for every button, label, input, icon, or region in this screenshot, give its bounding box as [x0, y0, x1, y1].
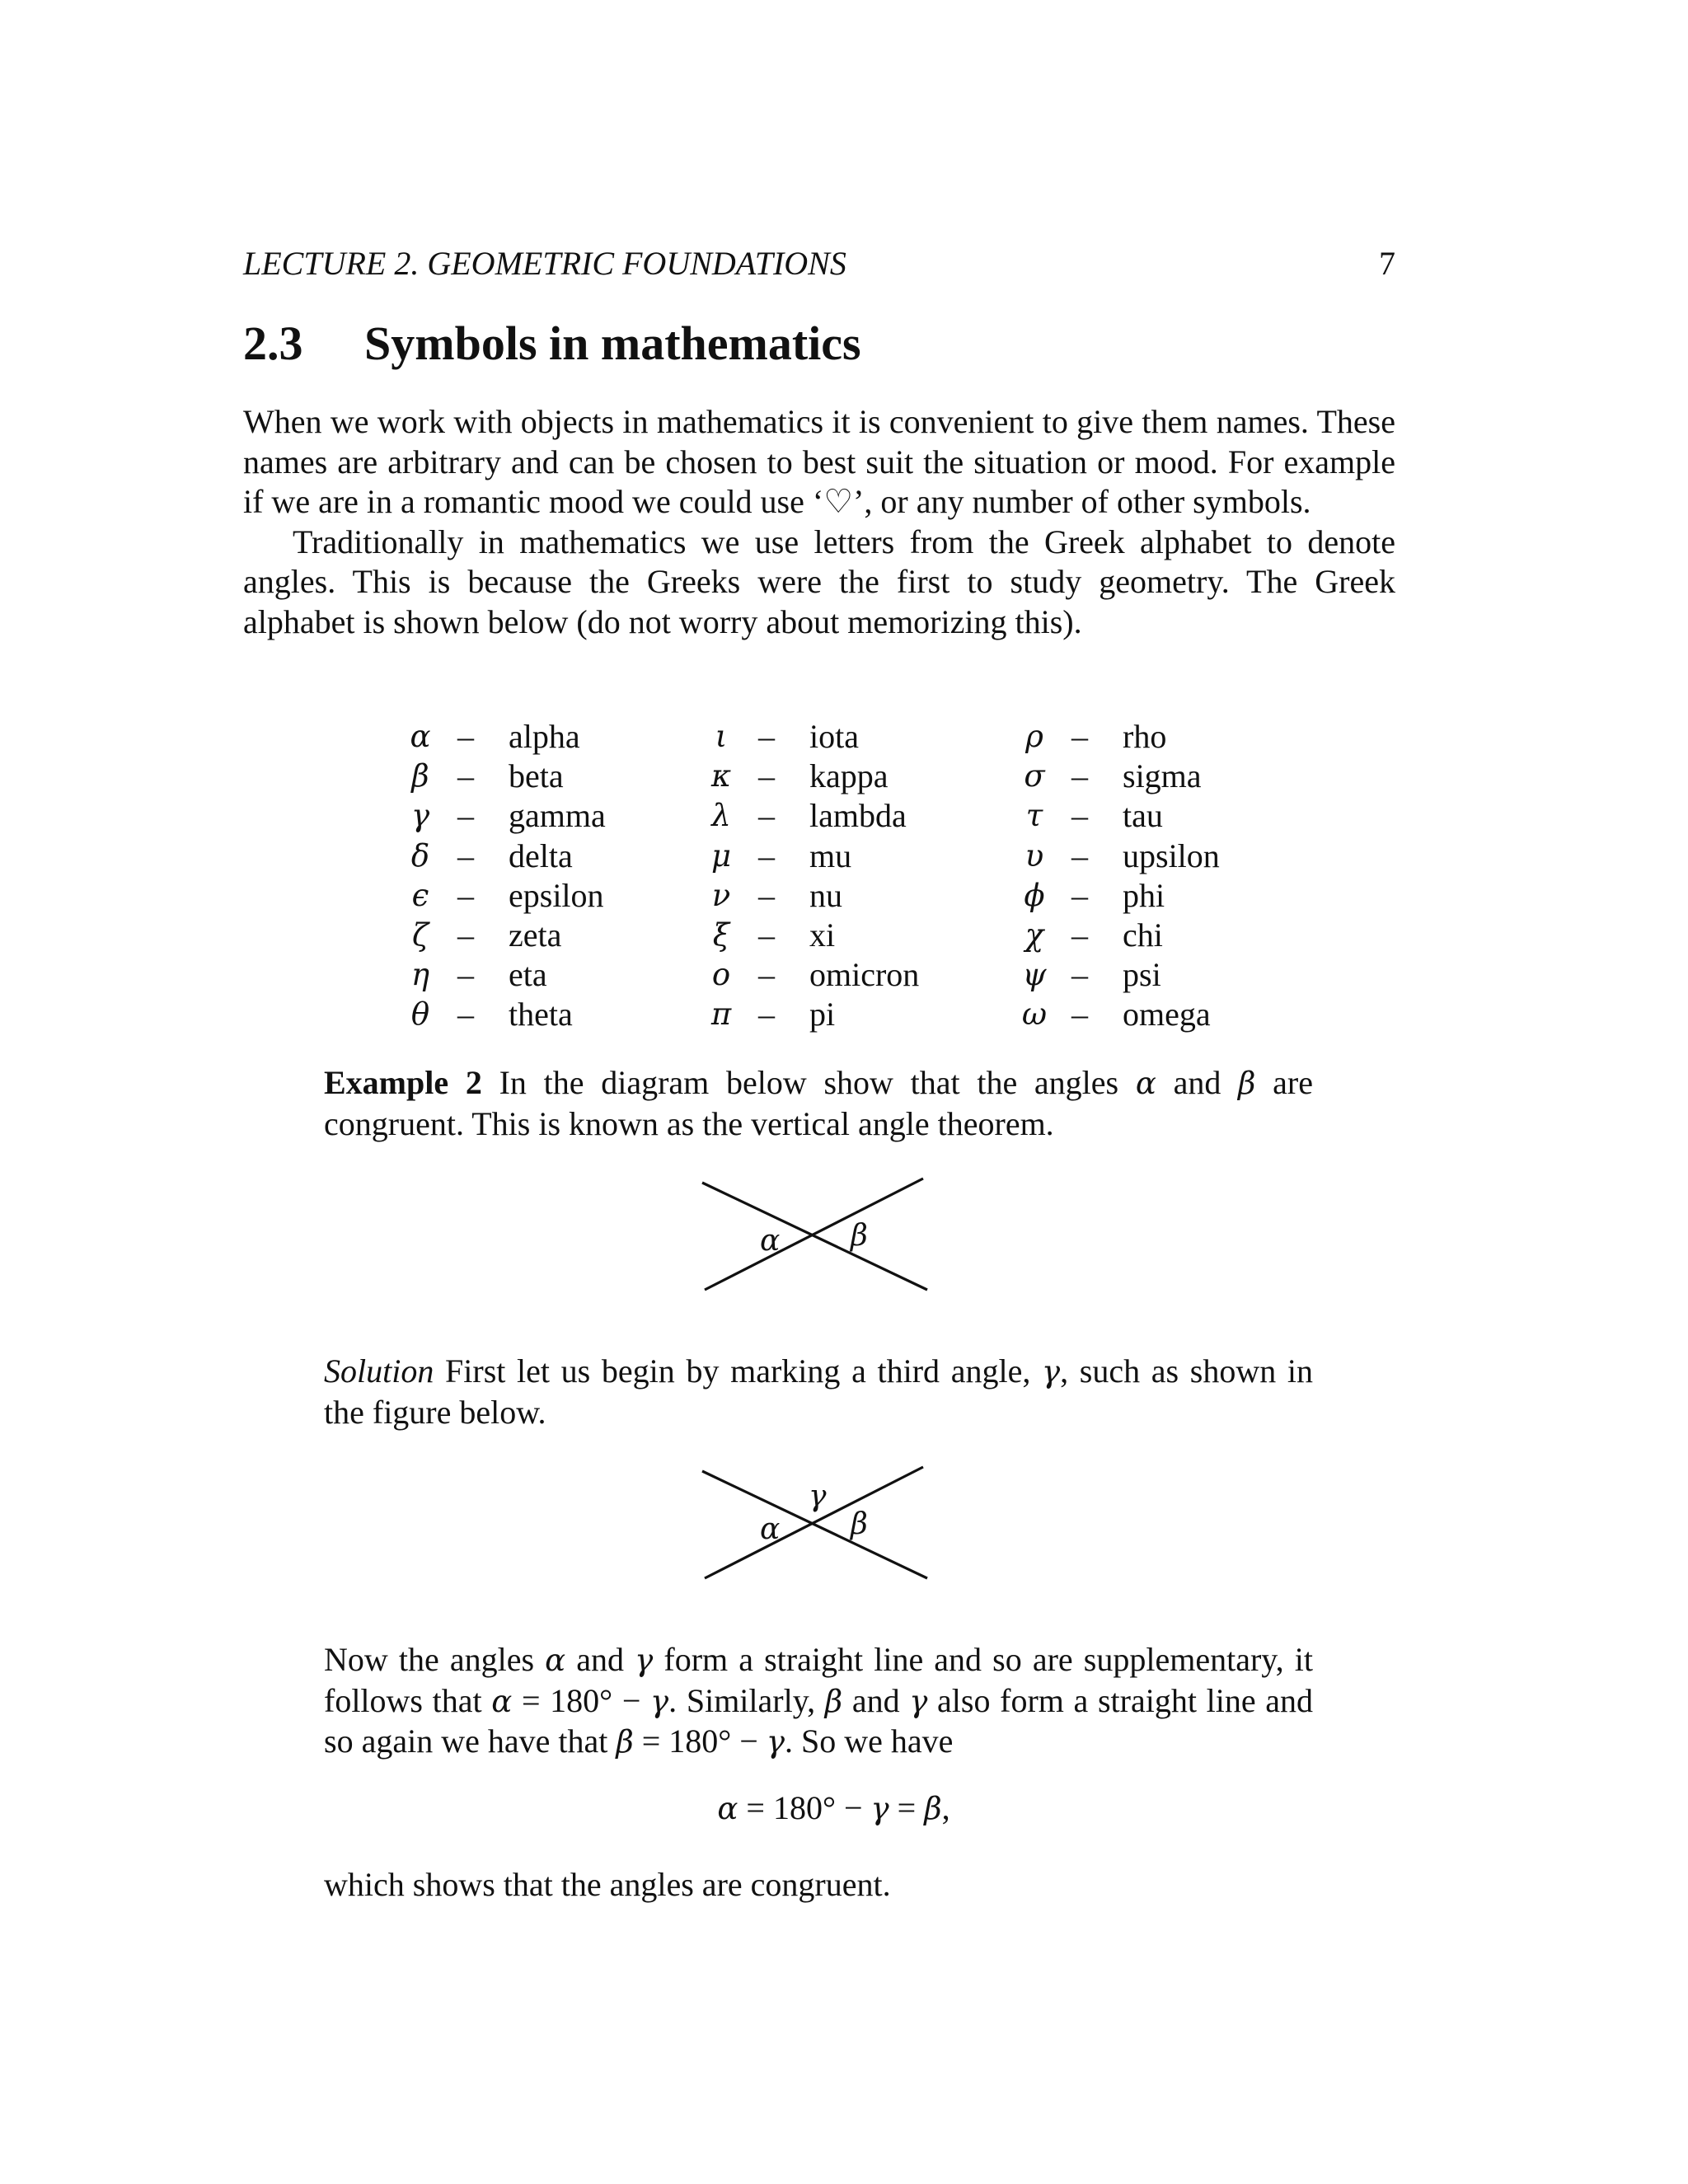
intro-paragraph: When we work with objects in mathematics it is convenient to give them names. These names are arbitrary and can be chosen to best suit the situation or mood. For example if we are in a romantic mood we could use ‘♡’, or any number of other symbols.: [243, 403, 1395, 520]
alpha-label: α: [760, 1512, 781, 1546]
greek-name: alpha: [509, 718, 580, 755]
greek-letter-row: [387, 995, 717, 1034]
gamma-symbol: γ: [1042, 1354, 1061, 1390]
argument-text: Now the angles: [324, 1641, 546, 1678]
greek-symbol: γ: [410, 798, 430, 834]
beta-symbol: β: [1238, 1066, 1256, 1101]
vertical-angles-diagram-with-gamma: [701, 1463, 931, 1586]
argument-text: . Similarly,: [668, 1681, 825, 1719]
display-equation: [0, 1788, 1688, 1829]
greek-name: delta: [509, 837, 573, 874]
equation-text: ,: [941, 1789, 950, 1826]
gamma-symbol: γ: [650, 1683, 669, 1719]
section-number: 2.3: [243, 316, 303, 370]
greek-name: xi: [809, 916, 836, 954]
greek-letter-row: [387, 837, 717, 876]
argument-text: form a straight line and so are supplementary, it follows that: [324, 1641, 1314, 1719]
greek-separator: –: [457, 876, 474, 914]
greek-name: epsilon: [509, 876, 604, 914]
greek-letter-row: [688, 876, 1018, 916]
greek-separator: –: [1071, 956, 1088, 994]
closing-text: which shows that the angles are congruent.: [324, 1866, 891, 1903]
greek-name: beta: [509, 757, 564, 795]
greek-separator: –: [758, 916, 775, 954]
greek-name: eta: [509, 956, 547, 994]
greek-letter-row: [387, 916, 717, 955]
greek-letter-row: [688, 717, 1018, 757]
greek-letter-row: [688, 796, 1018, 836]
greek-name: zeta: [509, 916, 562, 954]
greek-column: [688, 717, 1018, 1035]
greek-name: sigma: [1123, 757, 1202, 795]
greek-intro-paragraph: Traditionally in mathematics we use letters from the Greek alphabet to denote angles. This is because the Greeks were the first to study geometry. The Greek alphabet is shown below (do not worry about memorizing this).: [243, 523, 1395, 640]
greek-separator: –: [1071, 996, 1088, 1033]
beta-label: β: [851, 1219, 868, 1253]
greek-separator: –: [457, 718, 474, 755]
greek-separator: –: [758, 956, 775, 994]
greek-name: lambda: [809, 797, 907, 835]
greek-symbol: ι: [715, 719, 728, 754]
greek-letter-row: [688, 995, 1018, 1034]
intro-paragraphs: [243, 402, 1395, 642]
greek-name: pi: [809, 996, 836, 1033]
greek-letter-row: [1001, 757, 1331, 796]
greek-symbol: δ: [410, 837, 430, 874]
greek-separator: –: [1071, 797, 1088, 835]
beta-symbol: β: [616, 1724, 634, 1760]
greek-letter-row: [1001, 955, 1331, 995]
greek-letter-row: [387, 717, 717, 757]
greek-name: psi: [1123, 956, 1161, 994]
greek-letter-row: [688, 837, 1018, 876]
gamma-label: γ: [809, 1479, 827, 1513]
section-title: Symbols in mathematics: [364, 316, 861, 370]
alpha-label: α: [760, 1224, 781, 1258]
greek-symbol: σ: [1024, 758, 1045, 794]
argument-text: also form a straight line and so again we have that: [324, 1681, 1313, 1760]
example-text: and: [1156, 1064, 1239, 1101]
argument-paragraph: [324, 1640, 1313, 1763]
alpha-symbol: α: [717, 1791, 738, 1826]
greek-name: kappa: [809, 757, 889, 795]
greek-separator: –: [457, 757, 474, 795]
greek-name: gamma: [509, 797, 606, 835]
alpha-symbol: α: [1135, 1066, 1156, 1101]
greek-symbol: θ: [410, 996, 430, 1033]
greek-separator: –: [758, 837, 775, 874]
greek-symbol: α: [410, 719, 431, 754]
vertical-angles-diagram: [701, 1174, 931, 1298]
greek-symbol: ξ: [712, 916, 730, 953]
greek-separator: –: [1071, 916, 1088, 954]
greek-name: upsilon: [1123, 837, 1220, 874]
greek-letter-row: [387, 796, 717, 836]
solution: [324, 1352, 1313, 1432]
greek-separator: –: [758, 718, 775, 755]
greek-separator: –: [1071, 876, 1088, 914]
greek-name: iota: [809, 718, 859, 755]
greek-symbol: ψ: [1022, 957, 1047, 993]
gamma-symbol: γ: [909, 1683, 928, 1719]
example-text: are congruent. This is known as the vertical angle theorem.: [324, 1064, 1313, 1142]
greek-letter-row: [1001, 876, 1331, 916]
greek-separator: –: [758, 757, 775, 795]
greek-symbol: ϕ: [1024, 877, 1045, 913]
greek-separator: –: [758, 797, 775, 835]
beta-symbol: β: [924, 1791, 942, 1826]
greek-symbol: ο: [711, 957, 731, 993]
equation-text: =: [889, 1789, 925, 1826]
greek-symbol: υ: [1025, 837, 1044, 874]
example-label: Example 2: [324, 1064, 482, 1101]
greek-separator: –: [758, 876, 775, 914]
solution-label: Solution: [324, 1352, 434, 1390]
greek-symbol: τ: [1025, 798, 1043, 834]
greek-letter-row: [387, 757, 717, 796]
greek-symbol: ρ: [1025, 719, 1043, 754]
beta-symbol: β: [824, 1683, 843, 1719]
running-head: [243, 244, 1395, 284]
greek-separator: –: [457, 996, 474, 1033]
greek-letter-row: [387, 876, 717, 916]
equation-text: = 180° −: [738, 1789, 871, 1826]
greek-letter-row: [688, 916, 1018, 955]
example-2: [324, 1063, 1313, 1144]
greek-symbol: ζ: [411, 916, 429, 953]
argument-text: = 180° −: [512, 1681, 651, 1719]
gamma-symbol: γ: [870, 1791, 889, 1826]
example-text: In the diagram below show that the angles: [481, 1064, 1136, 1101]
greek-name: theta: [509, 996, 573, 1033]
greek-symbol: κ: [710, 758, 732, 794]
greek-name: chi: [1123, 916, 1163, 954]
argument-text: and: [842, 1681, 910, 1719]
solution-text: , such as shown in the figure below.: [324, 1352, 1313, 1431]
beta-label: β: [851, 1507, 868, 1541]
greek-separator: –: [457, 797, 474, 835]
greek-symbol: λ: [711, 798, 731, 834]
solution-text: First let us begin by marking a third angle,: [434, 1352, 1042, 1390]
greek-letter-row: [688, 757, 1018, 796]
greek-separator: –: [457, 956, 474, 994]
greek-name: phi: [1123, 876, 1165, 914]
greek-symbol: π: [710, 996, 732, 1033]
greek-separator: –: [457, 916, 474, 954]
greek-symbol: μ: [710, 837, 732, 874]
alpha-symbol: α: [491, 1683, 513, 1719]
greek-name: omega: [1123, 996, 1211, 1033]
greek-symbol: η: [410, 957, 430, 993]
alpha-symbol: α: [545, 1643, 566, 1678]
greek-letter-row: [1001, 837, 1331, 876]
greek-letter-row: [1001, 916, 1331, 955]
section-heading: [243, 315, 861, 373]
page-number: 7: [1379, 245, 1395, 282]
greek-symbol: ω: [1021, 996, 1048, 1033]
argument-text: . So we have: [784, 1722, 954, 1760]
greek-letter-row: [1001, 796, 1331, 836]
greek-symbol: ϵ: [411, 877, 429, 913]
greek-name: omicron: [809, 956, 920, 994]
gamma-symbol: γ: [766, 1724, 785, 1760]
greek-name: mu: [809, 837, 852, 874]
greek-symbol: ν: [711, 877, 731, 913]
greek-letter-row: [387, 955, 717, 995]
greek-separator: –: [1071, 757, 1088, 795]
greek-column: [1001, 717, 1331, 1035]
running-head-title: LECTURE 2. GEOMETRIC FOUNDATIONS: [243, 245, 846, 282]
argument-text: and: [565, 1641, 635, 1678]
argument-text: = 180° −: [633, 1722, 767, 1760]
greek-name: rho: [1123, 718, 1167, 755]
greek-name: tau: [1123, 797, 1163, 835]
greek-separator: –: [1071, 718, 1088, 755]
greek-separator: –: [758, 996, 775, 1033]
gamma-symbol: γ: [635, 1643, 654, 1678]
greek-separator: –: [457, 837, 474, 874]
greek-letter-row: [688, 955, 1018, 995]
greek-separator: –: [1071, 837, 1088, 874]
closing-paragraph: [324, 1865, 1313, 1905]
greek-letter-row: [1001, 995, 1331, 1034]
greek-name: nu: [809, 876, 842, 914]
greek-column: [387, 717, 717, 1035]
greek-letter-row: [1001, 717, 1331, 757]
greek-symbol: χ: [1025, 916, 1044, 953]
greek-symbol: β: [411, 758, 429, 794]
